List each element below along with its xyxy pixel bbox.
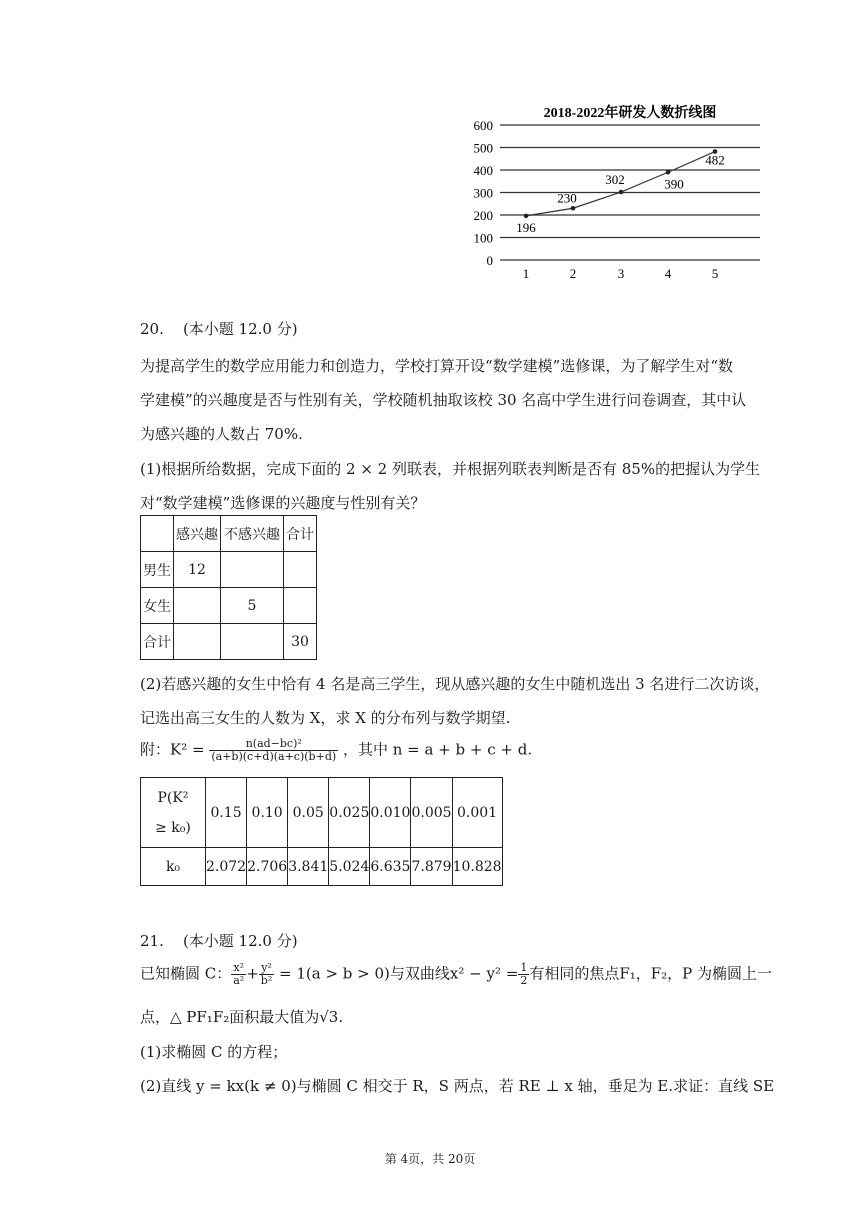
table-cell: 0.05 <box>288 778 329 848</box>
table-cell: 2.072 <box>206 848 247 886</box>
frac-den: b² <box>260 974 273 987</box>
x-tick-label: 3 <box>617 266 625 281</box>
table-cell: 12 <box>174 552 221 588</box>
y-tick-label: 500 <box>473 140 493 156</box>
q20-score: (本小题 12.0 分) <box>182 320 298 338</box>
q20-header <box>140 318 298 339</box>
data-point <box>619 190 624 195</box>
data-point <box>666 170 671 175</box>
table-cell <box>284 588 317 624</box>
table-cell: 7.879 <box>411 848 452 886</box>
q21-text-2: 点，△ PF₁F₂面积最大值为√3. <box>140 1008 344 1026</box>
data-label: 390 <box>664 176 684 192</box>
table-cell <box>221 624 284 660</box>
frac-den: a² <box>233 974 245 987</box>
frac-den: 2 <box>520 974 528 987</box>
y-tick-label: 300 <box>473 185 493 201</box>
q20-attachment <box>140 738 532 763</box>
fraction-y2-b2 <box>259 962 274 987</box>
data-point <box>524 214 529 219</box>
q21-text-1b: = 1(a > b > 0)与双曲线x² − y² = <box>274 964 519 983</box>
frac-num: x² <box>231 962 246 975</box>
page-footer: 第 4页，共 20页 <box>384 1152 476 1166</box>
frac-num: 1 <box>520 961 528 974</box>
table-cell: 30 <box>284 624 317 660</box>
table-cell: 5.024 <box>329 848 370 886</box>
data-label: 482 <box>705 152 725 168</box>
x-tick-label: 2 <box>569 266 577 281</box>
y-tick-label: 400 <box>473 163 493 178</box>
data-label: 196 <box>516 219 536 235</box>
x-tick-label: 1 <box>522 266 530 281</box>
fraction-x2-a2 <box>231 962 246 987</box>
q21-score: (本小题 12.0 分) <box>182 932 298 950</box>
q21-text-1c: 有相同的焦点F₁，F₂，P 为椭圆上一 <box>529 964 773 983</box>
table-cell: 0.005 <box>411 778 452 848</box>
data-label: 302 <box>605 172 625 188</box>
table-cell: 5 <box>221 588 284 624</box>
q21-text-1: 已知椭圆 C： $\frac{\text{x²}}{\text{a²}}$ + $\frac{\text{y²}}{\text{b²}}$ = 1(a > b > 0)与双曲线x² − y² = $\frac{1}{2}$ 有相同的焦点F₁，F₂，P 为椭圆上一 <box>140 961 773 987</box>
q20-number: 20. <box>140 320 164 338</box>
q20-text-3: 为感兴趣的人数占 70%. <box>140 425 303 443</box>
critical-value-table <box>140 777 503 886</box>
contingency-table <box>140 515 317 660</box>
q21-number: 21. <box>140 932 164 950</box>
table-cell: 男生 <box>141 552 174 588</box>
chart-title: 2018-2022年研发人数折线图 <box>543 106 717 121</box>
q21-header <box>140 930 298 951</box>
q21-text-1a: 已知椭圆 C： <box>140 964 232 983</box>
table-cell: 0.15 <box>206 778 247 848</box>
table-cell: 合计 <box>141 624 174 660</box>
p-label-a: P(K² <box>157 789 189 806</box>
q20-sub1-a: (1)根据所给数据，完成下面的 2 × 2 列联表，并根据列联表判断是否有 85%的把握认为学生 <box>140 460 761 478</box>
y-tick-label: 600 <box>473 118 493 133</box>
table-header-cell: 合计 <box>284 516 317 552</box>
table-cell <box>174 588 221 624</box>
fraction-half <box>518 962 529 987</box>
data-label: 230 <box>557 190 577 206</box>
q20-text-2: 学建模”的兴趣度是否与性别有关，学校随机抽取该校 30 名高中学生进行问卷调查，其中认 <box>140 391 747 409</box>
line-chart <box>460 95 770 290</box>
formula-denominator: (a+b)(c+d)(a+c)(b+d) <box>211 750 337 763</box>
table-row-label <box>141 778 206 848</box>
formula-suffix: ，其中 n = a + b + c + d. <box>342 740 533 759</box>
y-tick-label: 100 <box>473 230 493 246</box>
q21-sub2: (2)直线 y = kx(k ≠ 0)与椭圆 C 相交于 R，S 两点，若 RE ⊥ x 轴，垂足为 E.求证：直线 SE <box>140 1077 775 1095</box>
table-cell <box>221 552 284 588</box>
table-cell <box>174 624 221 660</box>
table-header-cell: 感兴趣 <box>174 516 221 552</box>
table-header-cell: 不感兴趣 <box>221 516 284 552</box>
data-point <box>571 206 576 211</box>
y-tick-label: 200 <box>473 208 493 223</box>
table-cell: 6.635 <box>370 848 411 886</box>
table-cell: 0.025 <box>329 778 370 848</box>
q20-text-1: 为提高学生的数学应用能力和创造力，学校打算开设“数学建模”选修课，为了解学生对“数 <box>140 357 734 375</box>
frac-num: y² <box>259 962 274 975</box>
q20-sub2-b: 记选出高三女生的人数为 X，求 X 的分布列与数学期望. <box>140 709 511 727</box>
q21-sub1: (1)求椭圆 C 的方程； <box>140 1043 288 1061</box>
x-tick-label: 5 <box>711 266 719 281</box>
table-cell: 10.828 <box>452 848 502 886</box>
table-cell: 女生 <box>141 588 174 624</box>
x-tick-label: 4 <box>664 266 672 281</box>
q20-sub1-b: 对“数学建模”选修课的兴趣度与性别有关？ <box>140 494 426 512</box>
table-cell: 2.706 <box>247 848 288 886</box>
table-cell <box>284 552 317 588</box>
table-cell: 0.10 <box>247 778 288 848</box>
formula-fraction <box>209 738 338 763</box>
q20-sub2-a: (2)若感兴趣的女生中恰有 4 名是高三学生，现从感兴趣的女生中随机选出 3 名进行二次访谈， <box>140 675 770 693</box>
table-row-label: k₀ <box>141 848 206 886</box>
y-tick-label: 0 <box>486 253 493 268</box>
table-cell: 0.001 <box>452 778 502 848</box>
formula-numerator: n(ad−bc)² <box>209 738 338 751</box>
p-label-b: ≥ k₀) <box>155 819 191 836</box>
table-cell: 3.841 <box>288 848 329 886</box>
table-header-cell <box>141 516 174 552</box>
formula-prefix: 附：K² = <box>140 740 205 759</box>
table-cell: 0.010 <box>370 778 411 848</box>
